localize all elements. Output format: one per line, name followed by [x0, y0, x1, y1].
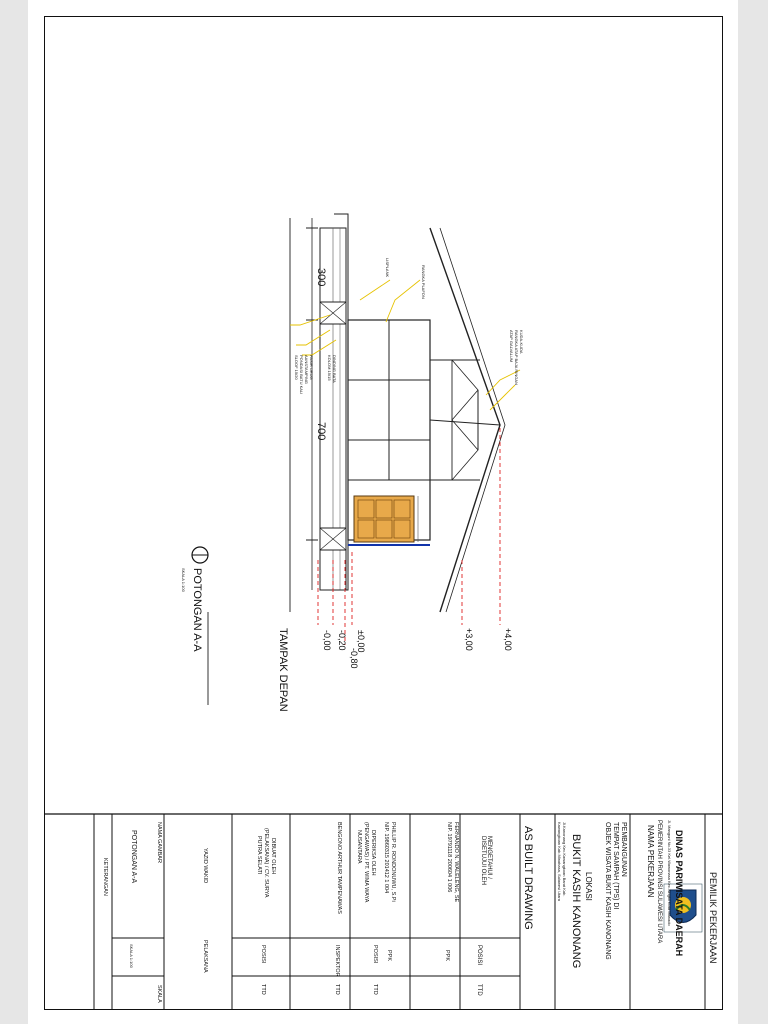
- checked-label-3: NUSANTARA: [356, 830, 362, 864]
- government-name: PEMERINTAH PROVINSI SULAWESI UTARA: [656, 820, 662, 944]
- level-label-0: -0,00: [322, 630, 332, 651]
- col-sign-2: TTD: [372, 984, 378, 995]
- notes-label: KETERANGAN: [102, 858, 108, 896]
- svg-text:KUDA-KUDA: KUDA-KUDA: [519, 330, 524, 354]
- made-label-2: (PELAKSANA) / CV. SURYA: [263, 828, 269, 898]
- svg-text:RANGKA PLAFON: RANGKA PLAFON: [421, 265, 426, 299]
- svg-text:PASIR URUG: PASIR URUG: [309, 355, 314, 380]
- drawing-name: POTONGAN A-A: [130, 830, 137, 884]
- foundation-top: [320, 302, 346, 324]
- work-name-line-3: OBJEK WISATA BUKIT KASIH KANONANG: [604, 822, 611, 960]
- location-detail-1: Jl.Kanonang Kec.Kawangkoan Barat Kab.: [562, 822, 567, 897]
- work-name-line-2: TEMPAT SAMPAH (TPS) DI: [612, 822, 619, 910]
- svg-text:ATAP GALVALUM: ATAP GALVALUM: [509, 330, 514, 363]
- roof-truss: [430, 228, 505, 612]
- level-label-5: +4,00: [503, 628, 513, 651]
- svg-text:SLOOF 15/20: SLOOF 15/20: [294, 355, 299, 380]
- ppk-name: FERNANDO N. WALELENG, SE: [453, 822, 459, 903]
- drawing-name-label: NAMA GAMBAR: [156, 822, 162, 863]
- svg-text:KOLOM 15/15: KOLOM 15/15: [327, 355, 332, 381]
- level-labels: [322, 628, 513, 669]
- level-label-2: -0,80: [349, 648, 359, 669]
- pptk-name: PHILLIP R. RONDONUWU, S.Pi: [390, 822, 396, 902]
- col-sign-3: TTD: [334, 984, 340, 995]
- checked-label-1: DIPERIKSA OLEH: [370, 830, 376, 876]
- col-position: POSISI: [476, 945, 482, 966]
- location-detail-2: Kawangkoan Kab.Minahasa, Sulawesi Utara: [557, 822, 562, 901]
- maker-role: PELAKSANA: [202, 940, 208, 973]
- scale-label: SKALA: [156, 985, 162, 1003]
- level-label-3: ±0,00: [356, 630, 366, 653]
- scale-value: SKALA 1:100: [129, 944, 134, 968]
- pptk-role: PPK: [386, 950, 392, 962]
- section-scale: SKALA 1:100: [181, 568, 186, 592]
- level-label-4: +3,00: [464, 628, 474, 651]
- svg-text:PONDASI BATU KALI: PONDASI BATU KALI: [299, 355, 304, 395]
- svg-text:DINDING BATA: DINDING BATA: [332, 355, 337, 383]
- level-label-1: -0,20: [337, 630, 347, 651]
- pptk-nip: NIP. 19860315 201412 1 004: [383, 822, 389, 894]
- door-panel: [354, 496, 418, 542]
- inspector-role: INSPEKTOR: [334, 945, 340, 977]
- made-label-1: DIBUAT OLEH: [270, 838, 276, 875]
- dimension-700: 700: [315, 422, 327, 441]
- svg-text:LISPLANK: LISPLANK: [385, 258, 390, 278]
- section-marker: [181, 547, 208, 652]
- ppk-role: PPK: [444, 950, 450, 962]
- ppk-nip: NIP. 19791118 200604 1 006: [446, 822, 452, 893]
- owner-header: PEMILIK PEKERJAAN: [708, 872, 718, 964]
- col-sign-4: TTD: [260, 984, 266, 995]
- col-position-3: POSISI: [260, 945, 266, 964]
- checked-label-2: (PENGAWAS) / PT. WIMA WAYA: [363, 822, 369, 903]
- work-name-line-1: PEMBANGUNAN: [620, 822, 627, 877]
- svg-text:AANSTAMPING: AANSTAMPING: [304, 355, 309, 384]
- agency-name: DINAS PARIWISATA DAERAH: [674, 830, 684, 957]
- drawing-type: AS BUILT DRAWING: [522, 826, 534, 930]
- approved-label-2: DISETUJUI OLEH: [480, 836, 486, 886]
- view-title: TAMPAK DEPAN: [277, 628, 289, 712]
- col-position-2: POSISI: [372, 945, 378, 964]
- agency-address: Jl. Manguni No.33 Kel.Wawonasa Kec.Singkil Kota Manado: [667, 820, 672, 926]
- foundation-bottom: [320, 528, 346, 550]
- section-label: POTONGAN A-A: [191, 568, 203, 652]
- work-name-label: NAMA PEKERJAAN: [646, 825, 655, 898]
- inspector-name: BENGONO ARTHUR TAMPENAWAS: [336, 822, 342, 914]
- col-sign: TTD: [476, 984, 482, 996]
- maker-name: YAZID WAKID: [202, 848, 208, 884]
- approved-label-1: MENGETAHUI /: [486, 836, 492, 879]
- location-name: BUKIT KASIH KANONANG: [570, 834, 582, 969]
- dimension-300: 300: [315, 268, 327, 287]
- made-label-3: PUTRA SELATI: [256, 836, 262, 875]
- svg-text:RANGKA ATAP BAJA RINGAN: RANGKA ATAP BAJA RINGAN: [514, 330, 519, 385]
- location-label: LOKASI: [584, 872, 593, 901]
